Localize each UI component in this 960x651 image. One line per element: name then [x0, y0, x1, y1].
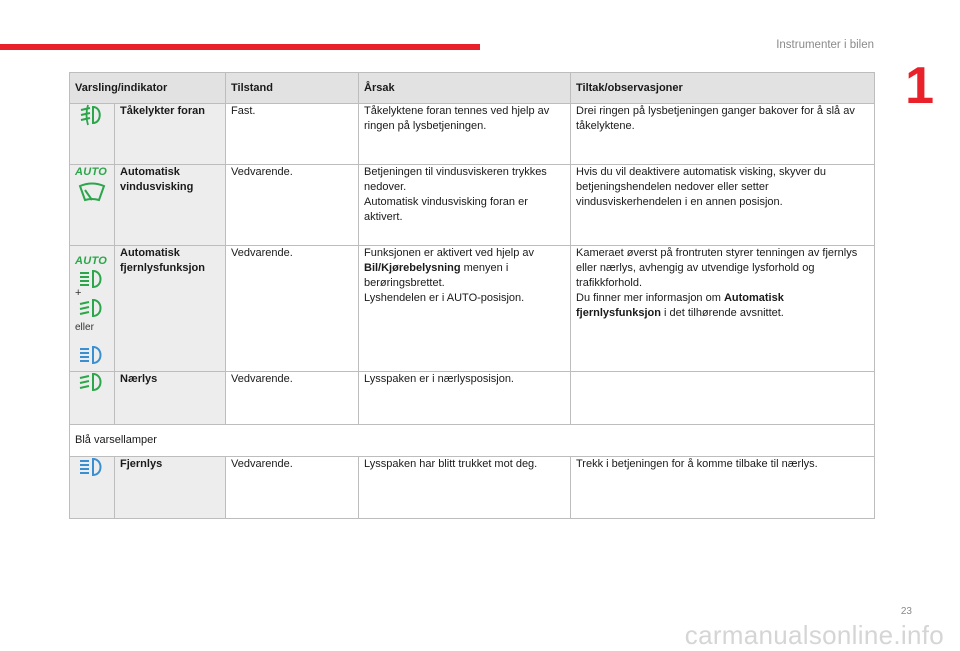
watermark: carmanualsonline.info	[684, 620, 944, 650]
table-row	[70, 372, 875, 425]
section-label-row	[70, 425, 875, 457]
chapter-number: 1	[905, 57, 934, 115]
state-cell: Vedvarende.	[226, 165, 359, 246]
cause-line: Funksjonen er aktivert ved hjelp av Bil/Kjørebelysning menyen i berøringsbrettet.	[364, 247, 534, 289]
header-action: Tiltak/observasjoner	[571, 73, 875, 104]
table-row	[70, 246, 875, 372]
section-title: Instrumenter i bilen	[776, 39, 874, 51]
indicator-name: Fjernlys	[115, 457, 226, 519]
action-cell: Drei ringen på lysbetjeningen ganger bakover for å slå av tåkelyktene.	[571, 104, 875, 165]
cause-line: Automatisk vindusvisking foran er aktivert.	[364, 196, 528, 223]
cross-reference: Automatisk fjernlysfunksjon	[576, 292, 784, 319]
icon-cell	[70, 104, 115, 165]
automatic-wiper-icon	[77, 180, 107, 206]
table-row	[70, 457, 875, 519]
main-beam-icon	[77, 457, 107, 477]
state-cell: Vedvarende.	[226, 246, 359, 372]
or-label: eller	[75, 322, 94, 333]
state-cell: Vedvarende.	[226, 457, 359, 519]
icon-cell	[70, 372, 115, 425]
cause-line: Lyshendelen er i AUTO-posisjon.	[364, 292, 525, 304]
action-cell	[571, 372, 875, 425]
cause-cell	[359, 246, 571, 372]
automatic-headlamp-icon	[77, 269, 107, 289]
cause-cell: Lysspaken har blitt trukket mot deg.	[359, 457, 571, 519]
indicator-name: Tåkelykter foran	[115, 104, 226, 165]
icon-cell	[70, 246, 115, 372]
action-cell: Trekk i betjeningen for å komme tilbake til nærlys.	[571, 457, 875, 519]
cause-cell: Lysspaken er i nærlysposisjon.	[359, 372, 571, 425]
menu-name: Bil/Kjørebelysning	[364, 262, 461, 274]
indicator-name: Nærlys	[115, 372, 226, 425]
auto-label: AUTO	[75, 255, 108, 267]
dipped-beam-icon	[77, 372, 107, 392]
top-accent-bar	[0, 44, 480, 50]
action-cell: Hvis du vil deaktivere automatisk visking, skyver du betjeningshendelen nedover eller setter vindusviskerhendelen i en annen posisjon.	[571, 165, 875, 246]
table-header-row	[70, 73, 875, 104]
icon-cell	[70, 165, 115, 246]
cause-cell	[359, 165, 571, 246]
indicator-name: Automatisk vindusvisking	[115, 165, 226, 246]
action-line: Du finner mer informasjon om Automatisk fjernlysfunksjon i det tilhørende avsnittet.	[576, 292, 784, 319]
dipped-beam-icon	[77, 298, 107, 318]
action-line: Kameraet øverst på frontruten styrer tenningen av fjernlys eller nærlys, avhengig av utvendige lysforhold og trafikkforhold.	[576, 247, 858, 289]
action-cell	[571, 246, 875, 372]
table-row	[70, 165, 875, 246]
section-label: Blå varsellamper	[70, 425, 875, 457]
plus-sign: +	[75, 287, 82, 299]
icon-cell	[70, 457, 115, 519]
page-number: 23	[900, 606, 912, 617]
cause-cell: Tåkelyktene foran tennes ved hjelp av ringen på lysbetjeningen.	[359, 104, 571, 165]
main-beam-icon	[77, 345, 107, 365]
front-fog-lamp-icon	[79, 104, 105, 126]
state-cell: Fast.	[226, 104, 359, 165]
header-state: Tilstand	[226, 73, 359, 104]
cause-line: Betjeningen til vindusviskeren trykkes nedover.	[364, 166, 547, 193]
auto-label: AUTO	[75, 166, 108, 178]
state-cell: Vedvarende.	[226, 372, 359, 425]
header-cause: Årsak	[359, 73, 571, 104]
warning-indicator-table	[69, 72, 875, 519]
header-indicator: Varsling/indikator	[70, 73, 226, 104]
indicator-name: Automatisk fjernlysfunksjon	[115, 246, 226, 372]
table-row	[70, 104, 875, 165]
